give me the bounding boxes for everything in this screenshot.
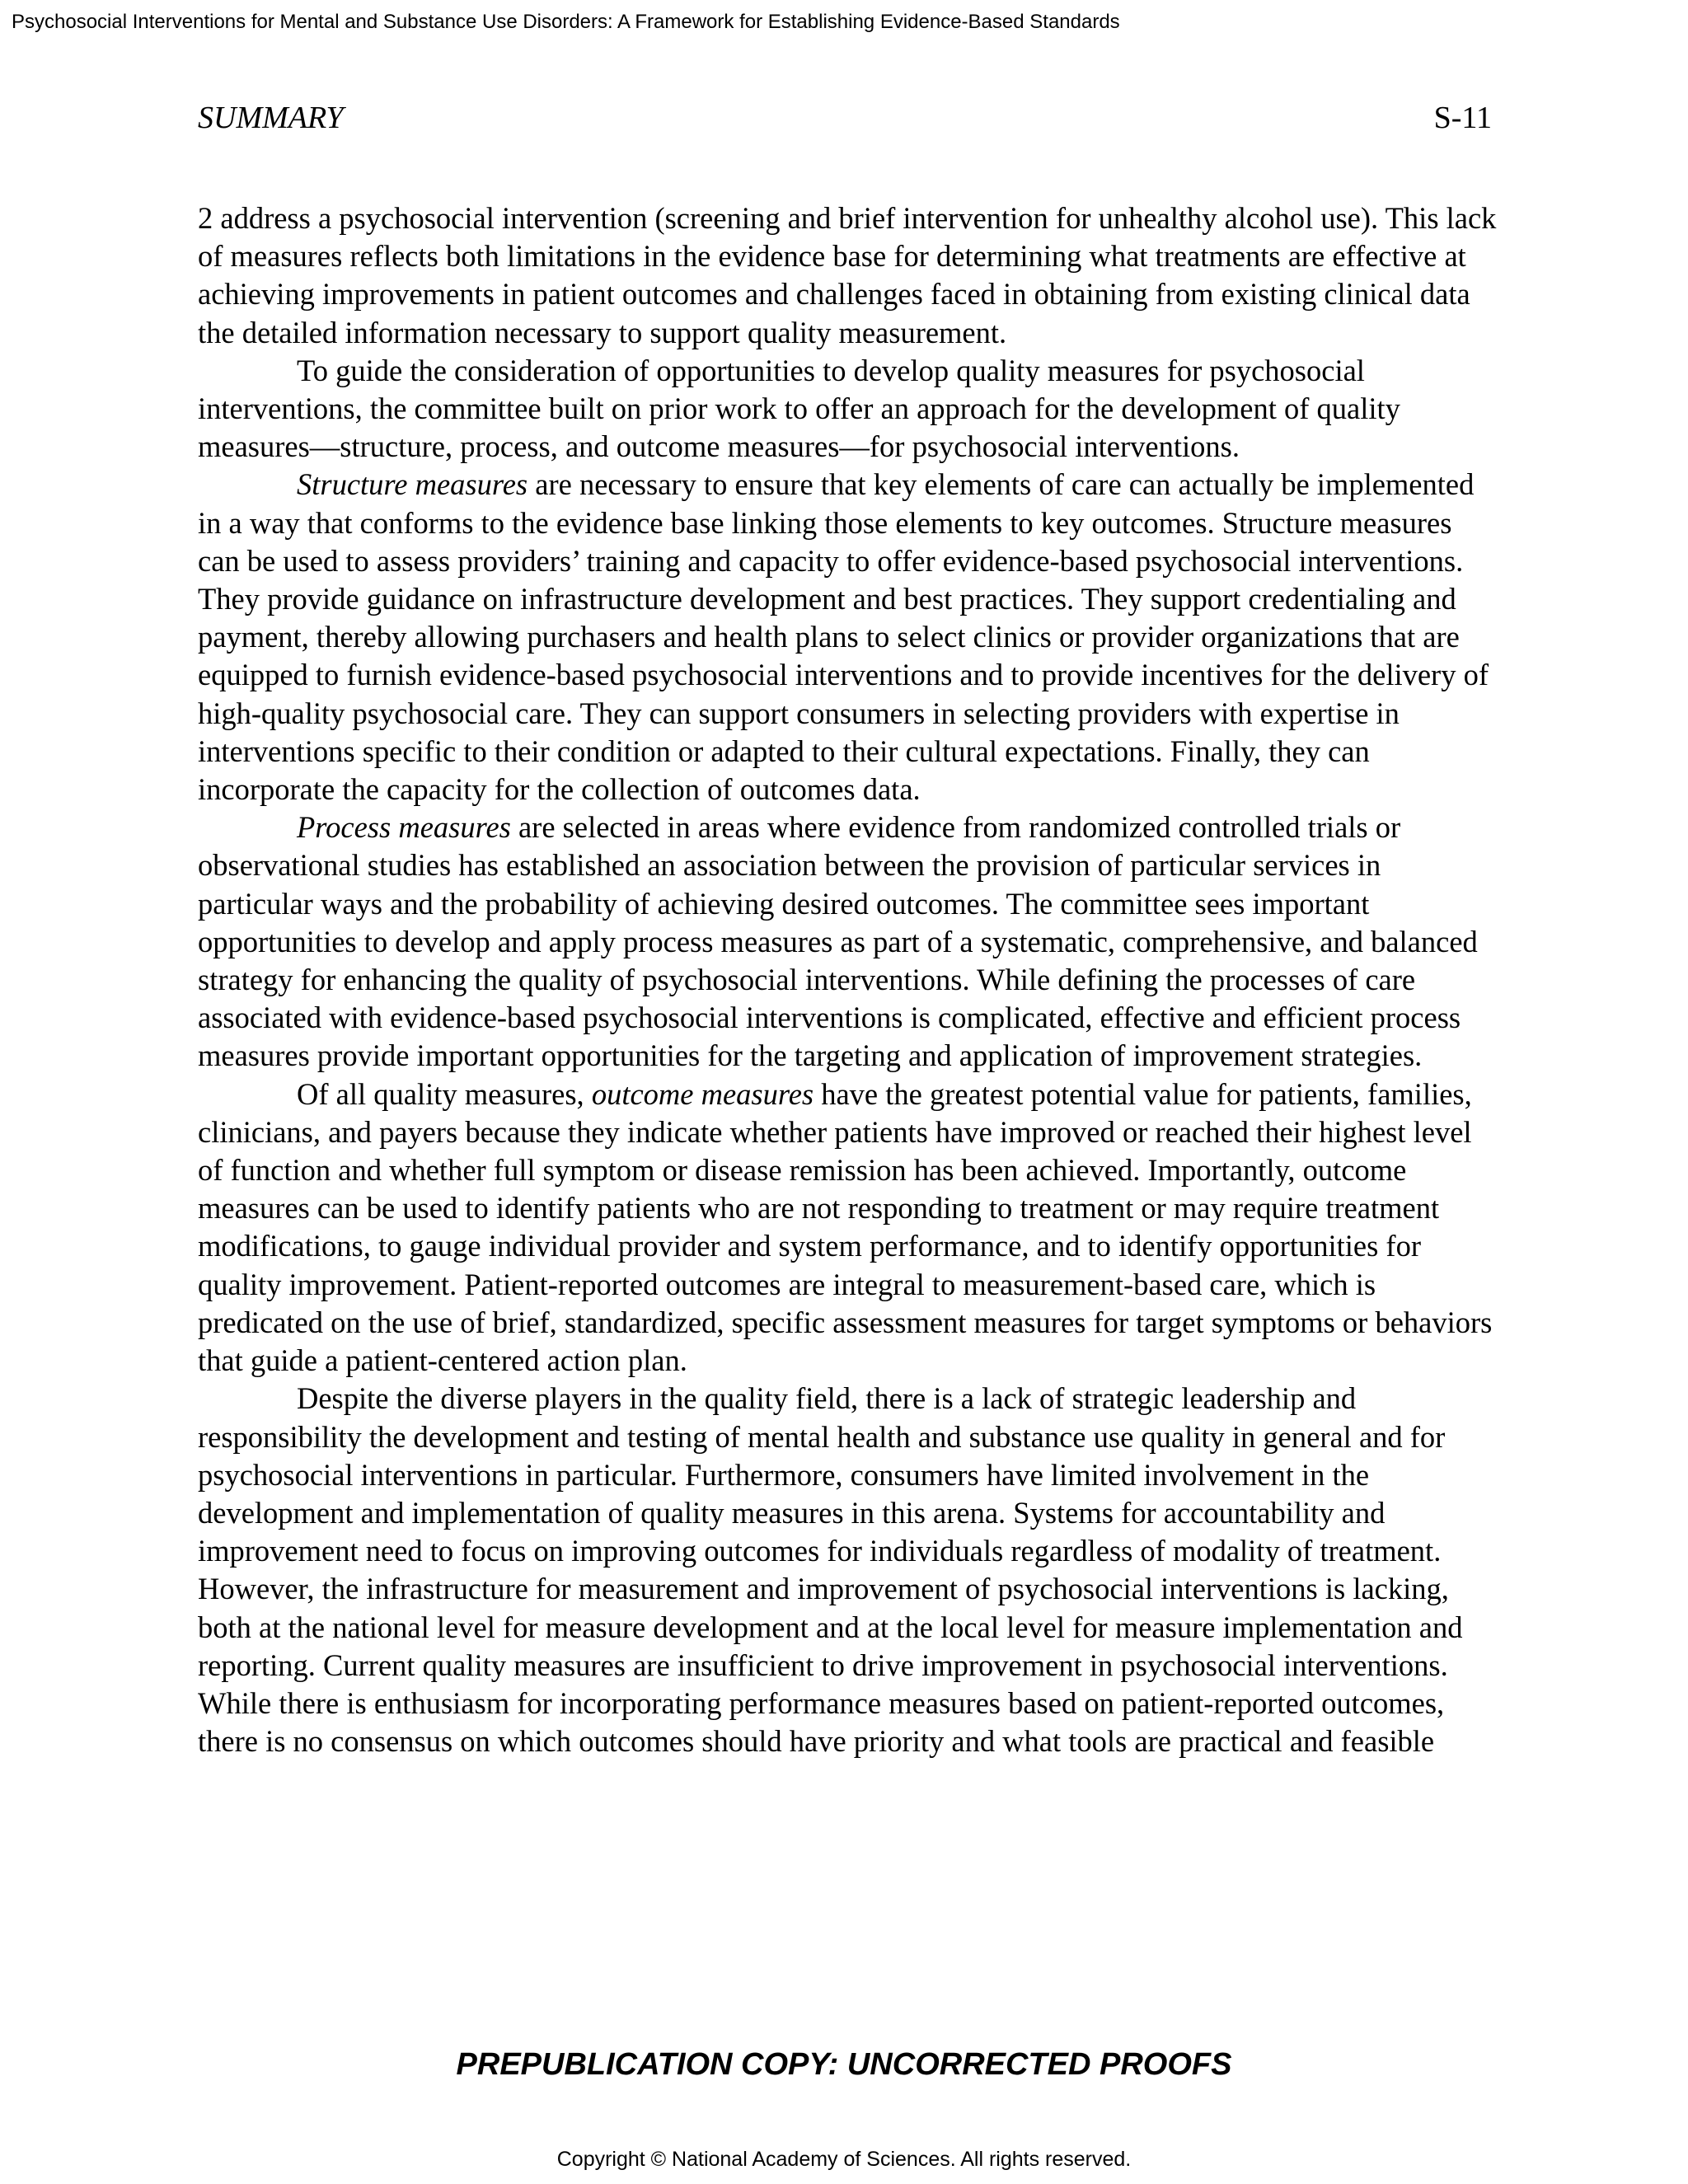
copyright-notice: Copyright © National Academy of Sciences. All rights reserved. bbox=[556, 2148, 1132, 2171]
page-number: S-11 bbox=[1433, 101, 1492, 135]
paragraph-3 bbox=[198, 466, 1500, 808]
paragraph-5 bbox=[198, 1076, 1500, 1380]
body-text bbox=[198, 199, 1500, 1760]
book-title-header: Psychosocial Interventions for Mental and Substance Use Disorders: A Framework for Establishing Evidence-Based Standards bbox=[12, 11, 1120, 33]
paragraph-3-text: are necessary to ensure that key elements of care can actually be implemented in a way that conforms to the evidence base linking those elements to key outcomes. Structure measures can be used to assess providers’ training and capacity to offer evidence-based psychosocial interventions. They provide guidance on infrastructure development and best practices. They support credentialing and payment, thereby allowing purchasers and health plans to select clinics or provider organizations that are equipped to furnish evidence-based psychosocial interventions and to provide incentives for the delivery of high-quality psychosocial care. They can support consumers in selecting providers with expertise in interventions specific to their condition or adapted to their cultural expectations. Finally, they can incorporate the capacity for the collection of outcomes data. bbox=[198, 467, 1489, 807]
prepublication-notice: PREPUBLICATION COPY: UNCORRECTED PROOFS bbox=[456, 2047, 1232, 2082]
term-structure-measures: Structure measures bbox=[297, 467, 528, 502]
paragraph-6: Despite the diverse players in the quality field, there is a lack of strategic leadership and responsibility the development and testing of mental health and substance use quality in general and for psychosocial interventions in particular. Furthermore, consumers have limited involvement in the development and implementation of quality measures in this arena. Systems for accountability and improvement need to focus on improving outcomes for individuals regardless of modality of treatment. However, the infrastructure for measurement and improvement of psychosocial interventions is lacking, both at the national level for measure development and at the local level for measure implementation and reporting. Current quality measures are insufficient to drive improvement in psychosocial interventions. While there is enthusiasm for incorporating performance measures based on patient-reported outcomes, there is no consensus on which outcomes should have priority and what tools are practical and feasible bbox=[198, 1381, 1463, 1759]
paragraph-4-text: are selected in areas where evidence from randomized controlled trials or observational studies has established an association between the provision of particular services in particular ways and the probability of achieving desired outcomes. The committee sees important opportunities to develop and apply process measures as part of a systematic, comprehensive, and balanced strategy for enhancing the quality of psychosocial interventions. While defining the processes of care associated with evidence-based psychosocial interventions is complicated, effective and efficient process measures provide important opportunities for the targeting and application of improvement strategies. bbox=[198, 810, 1478, 1073]
paragraph-4 bbox=[198, 808, 1500, 1075]
paragraph-5-text: have the greatest potential value for patients, families, clinicians, and payers because they indicate whether patients have improved or reached their highest level of function and whether full symptom or disease remission has been achieved. Importantly, outcome measures can be used to identify patients who are not responding to treatment or may require treatment modifications, to gauge individual provider and system performance, and to identify opportunities for quality improvement. Patient-reported outcomes are integral to measurement-based care, which is predicated on the use of brief, standardized, specific assessment measures for target symptoms or behaviors that guide a patient-centered action plan. bbox=[198, 1076, 1493, 1378]
term-outcome-measures: outcome measures bbox=[591, 1076, 814, 1111]
paragraph-1: 2 address a psychosocial intervention (screening and brief intervention for unhealthy alcohol use). This lack of measures reflects both limitations in the evidence base for determining what treatments are effective at achieving improvements in patient outcomes and challenges faced in obtaining from existing clinical data the detailed information necessary to support quality measurement. bbox=[198, 201, 1497, 349]
section-title: SUMMARY bbox=[198, 101, 344, 135]
paragraph-5-lead: Of all quality measures, bbox=[297, 1076, 592, 1111]
term-process-measures: Process measures bbox=[297, 810, 511, 845]
running-head bbox=[198, 97, 1492, 138]
paragraph-2: To guide the consideration of opportunities to develop quality measures for psychosocial interventions, the committee built on prior work to offer an approach for the development of quality measures—structure, process, and outcome measures—for psychosocial interventions. bbox=[198, 353, 1400, 464]
